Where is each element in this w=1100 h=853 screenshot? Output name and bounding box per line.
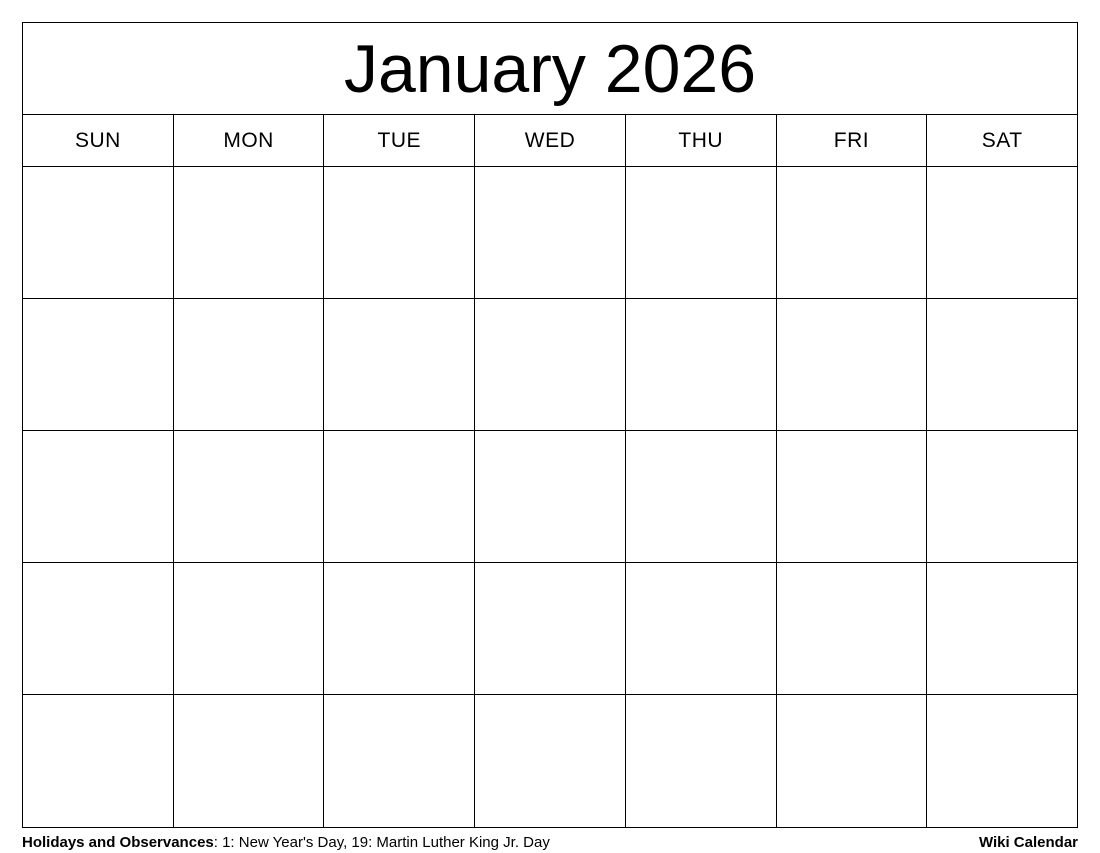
- day-cell[interactable]: [626, 167, 777, 298]
- day-cell[interactable]: [927, 167, 1077, 298]
- day-cell[interactable]: [475, 695, 626, 827]
- day-cell[interactable]: [475, 431, 626, 562]
- day-cell[interactable]: [927, 695, 1077, 827]
- page-title: January 2026: [343, 30, 757, 107]
- day-cell[interactable]: [174, 299, 325, 430]
- calendar-title-row: [23, 23, 1077, 115]
- day-cell[interactable]: [324, 695, 475, 827]
- week-row: [23, 695, 1077, 827]
- day-cell[interactable]: [23, 695, 174, 827]
- weekday-header-mon: [174, 115, 325, 166]
- day-cell[interactable]: [174, 695, 325, 827]
- weekday-label: MON: [223, 128, 274, 152]
- weekday-header-sat: [927, 115, 1077, 166]
- weekday-label: WED: [524, 128, 576, 152]
- day-cell[interactable]: [626, 695, 777, 827]
- week-row: [23, 299, 1077, 431]
- holidays-label: Holidays and Observances: [22, 834, 214, 851]
- day-cell[interactable]: [626, 563, 777, 694]
- holidays-note: [22, 834, 550, 851]
- day-cell[interactable]: [23, 431, 174, 562]
- week-row: [23, 431, 1077, 563]
- day-cell[interactable]: [23, 563, 174, 694]
- holidays-separator: :: [213, 834, 223, 851]
- day-cell[interactable]: [777, 167, 928, 298]
- day-cell[interactable]: [475, 167, 626, 298]
- day-cell[interactable]: [324, 563, 475, 694]
- weekday-header-fri: [777, 115, 928, 166]
- day-cell[interactable]: [23, 299, 174, 430]
- weekday-header-row: [23, 115, 1077, 167]
- day-cell[interactable]: [777, 431, 928, 562]
- weekday-header-thu: [626, 115, 777, 166]
- day-cell[interactable]: [174, 563, 325, 694]
- weekday-label: THU: [678, 128, 724, 152]
- day-cell[interactable]: [324, 431, 475, 562]
- weekday-label: FRI: [833, 128, 870, 152]
- weekday-header-wed: [475, 115, 626, 166]
- day-cell[interactable]: [23, 167, 174, 298]
- calendar-frame: [22, 22, 1078, 828]
- weekday-header-tue: [324, 115, 475, 166]
- weekday-label: SAT: [981, 128, 1023, 152]
- day-cell[interactable]: [927, 563, 1077, 694]
- footer: [22, 834, 1078, 851]
- brand-label: Wiki Calendar: [978, 834, 1078, 851]
- day-cell[interactable]: [927, 299, 1077, 430]
- week-row: [23, 167, 1077, 299]
- day-cell[interactable]: [626, 431, 777, 562]
- day-cell[interactable]: [174, 431, 325, 562]
- weekday-header-sun: [23, 115, 174, 166]
- day-cell[interactable]: [324, 299, 475, 430]
- weekday-label: SUN: [74, 128, 121, 152]
- day-cell[interactable]: [174, 167, 325, 298]
- day-cell[interactable]: [777, 695, 928, 827]
- day-cell[interactable]: [777, 563, 928, 694]
- week-row: [23, 563, 1077, 695]
- day-cell[interactable]: [927, 431, 1077, 562]
- holidays-list: 1: New Year's Day, 19: Martin Luther King Jr. Day: [222, 834, 550, 851]
- day-cell[interactable]: [626, 299, 777, 430]
- day-cell[interactable]: [324, 167, 475, 298]
- weekday-label: TUE: [377, 128, 422, 152]
- day-cell[interactable]: [777, 299, 928, 430]
- day-cell[interactable]: [475, 563, 626, 694]
- day-cell[interactable]: [475, 299, 626, 430]
